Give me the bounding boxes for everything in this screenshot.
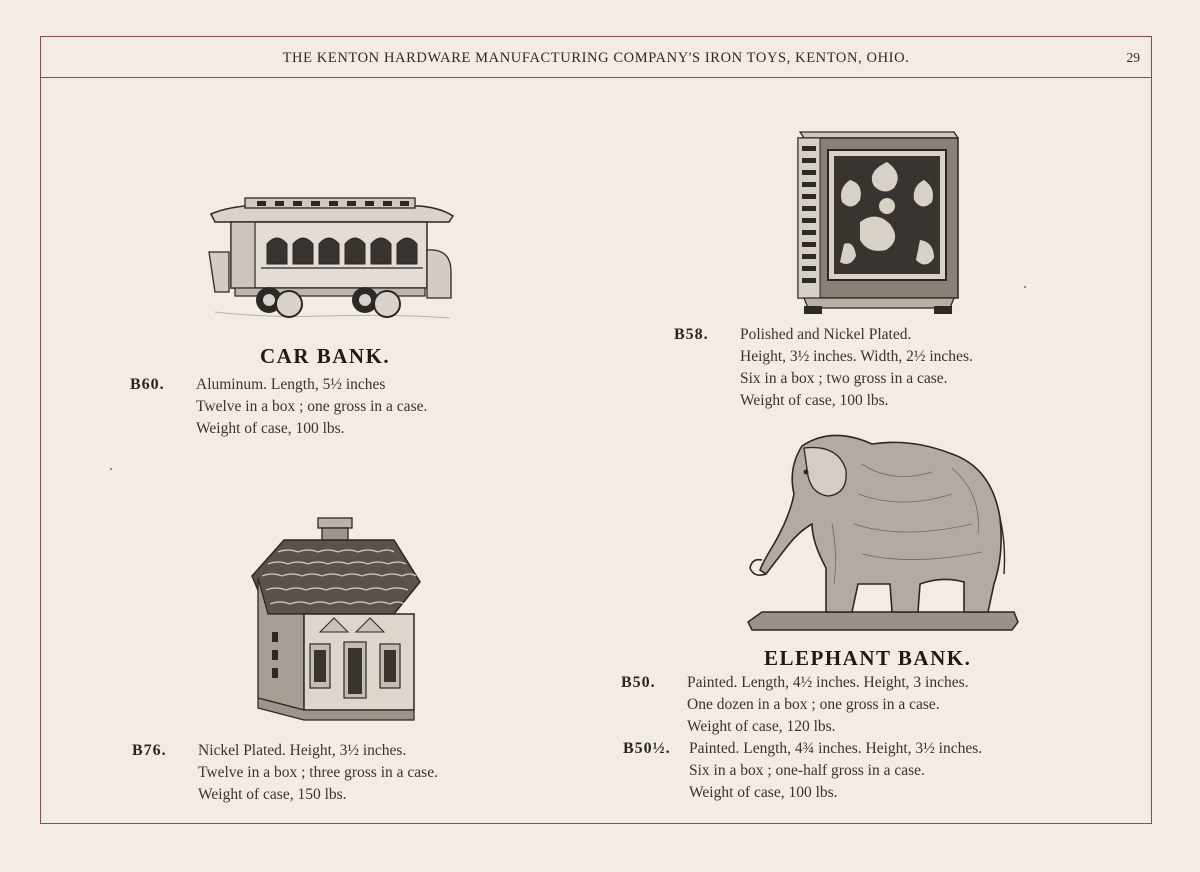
elephant-b50half-code: B50½. [623, 740, 671, 757]
car-bank-line-2: Twelve in a box ; one gross in a case. [196, 398, 428, 415]
house-illustration [248, 514, 424, 726]
elephant-b50-entry [621, 672, 1121, 740]
elephant-b50half-line-1: Painted. Length, 4¾ inches. Height, 3½ inches. [689, 740, 983, 757]
print-speck [110, 468, 112, 470]
elephant-b50-line-1: Painted. Length, 4½ inches. Height, 3 inches. [687, 674, 969, 691]
house-bank-line-1: Nickel Plated. Height, 3½ inches. [198, 742, 407, 759]
safe-bank-line-4: Weight of case, 100 lbs. [740, 392, 889, 409]
safe-bank-line-1: Polished and Nickel Plated. [740, 326, 912, 343]
car-bank-line-1: Aluminum. Length, 5½ inches [196, 376, 386, 393]
car-bank-line-3: Weight of case, 100 lbs. [196, 420, 345, 437]
page-header [40, 36, 1152, 78]
house-bank-line-2: Twelve in a box ; three gross in a case. [198, 764, 438, 781]
streetcar-illustration [205, 192, 457, 328]
elephant-b50half-entry [623, 738, 1123, 806]
car-bank-code: B60. [130, 376, 165, 393]
page-number: 29 [1126, 50, 1140, 65]
safe-bank-code: B58. [674, 326, 709, 343]
safe-illustration [794, 124, 960, 316]
page-title: THE KENTON HARDWARE MANUFACTURING COMPANY'S IRON TOYS, KENTON, OHIO. [282, 50, 910, 66]
car-bank-caption: CAR BANK. [260, 344, 391, 368]
house-bank-line-3: Weight of case, 150 lbs. [198, 786, 347, 803]
safe-bank-line-3: Six in a box ; two gross in a case. [740, 370, 948, 387]
house-bank-code: B76. [132, 742, 167, 759]
safe-bank-entry [674, 324, 1094, 416]
elephant-b50half-line-3: Weight of case, 100 lbs. [689, 784, 838, 801]
elephant-b50-line-2: One dozen in a box ; one gross in a case. [687, 696, 940, 713]
print-speck [1024, 286, 1026, 288]
elephant-illustration [742, 424, 1022, 634]
safe-bank-line-2: Height, 3½ inches. Width, 2½ inches. [740, 348, 973, 365]
house-bank-entry [132, 740, 552, 810]
elephant-b50half-line-2: Six in a box ; one-half gross in a case. [689, 762, 925, 779]
car-bank-entry [130, 374, 530, 444]
elephant-bank-caption: ELEPHANT BANK. [764, 646, 972, 670]
elephant-b50-line-3: Weight of case, 120 lbs. [687, 718, 836, 735]
elephant-b50-code: B50. [621, 674, 656, 691]
